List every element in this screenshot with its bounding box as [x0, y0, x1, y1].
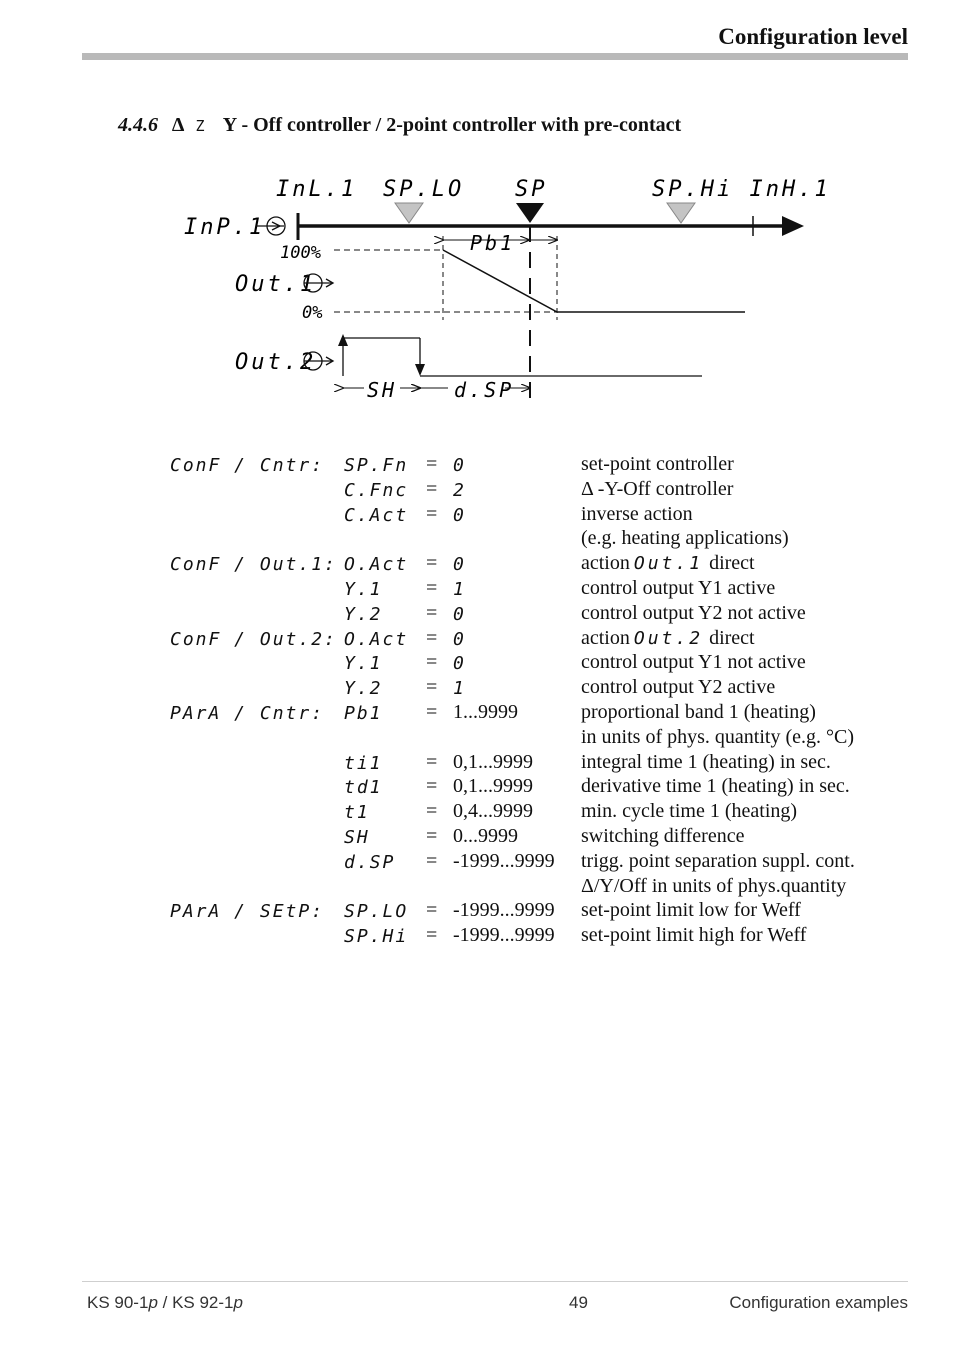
footer-right: Configuration examples	[729, 1293, 908, 1312]
config-value: 1...9999	[453, 701, 518, 723]
config-equals: =	[426, 453, 438, 475]
config-param: C.Act	[344, 504, 409, 526]
config-equals: =	[426, 477, 438, 500]
config-param: ti1	[344, 752, 383, 774]
config-equals: =	[426, 626, 438, 649]
config-value: 1	[453, 678, 464, 700]
config-group-label: ConF / Out.1:	[170, 554, 337, 576]
label-out2: Out.2	[235, 350, 317, 375]
config-param: O.Act	[344, 628, 409, 650]
config-param: SP.LO	[344, 901, 409, 923]
config-value: 0,1...9999	[453, 750, 533, 773]
controller-diagram	[0, 0, 954, 420]
label-inl1: InL.1	[276, 177, 358, 202]
config-value: -1999...9999	[453, 924, 555, 947]
config-description: integral time 1 (heating) in sec.	[581, 750, 831, 773]
config-param: Y.2	[344, 678, 383, 700]
config-equals: =	[426, 924, 438, 947]
config-value: -1999...9999	[453, 899, 555, 922]
config-description: control output Y1 not active	[581, 651, 806, 674]
footer-p2: p	[233, 1293, 243, 1312]
config-value: 0	[453, 554, 464, 576]
config-value: 0	[453, 504, 464, 526]
desc-suffix: direct	[709, 552, 755, 575]
config-description: control output Y1 active	[581, 577, 776, 599]
header-title: Configuration level	[718, 24, 908, 49]
config-value: 2	[453, 479, 464, 501]
config-param: d.SP	[344, 851, 396, 873]
config-equals: =	[426, 800, 438, 823]
desc-prefix: action	[581, 552, 630, 575]
footer-rule	[82, 1281, 908, 1282]
desc-output-code: Out.2	[633, 627, 704, 649]
config-description: set-point limit low for Weff	[581, 899, 801, 922]
section-title: Y - Off controller / 2-point controller with pre-contact	[222, 114, 682, 136]
config-equals: =	[426, 502, 438, 525]
label-sphi-inh1: SP.Hi InH.1	[652, 177, 831, 202]
config-value: 0,4...9999	[453, 800, 533, 823]
config-description: control output Y2 not active	[581, 601, 806, 624]
config-equals: =	[426, 577, 438, 599]
config-equals: =	[426, 899, 438, 922]
config-param: O.Act	[344, 554, 409, 576]
sphi-marker	[667, 203, 695, 223]
config-equals: =	[426, 601, 438, 624]
splo-marker	[395, 203, 423, 223]
config-param: SH	[344, 827, 370, 848]
config-description: (e.g. heating applications)	[581, 527, 789, 550]
config-param: C.Fnc	[344, 479, 409, 501]
config-group-label: ConF / Cntr:	[170, 455, 325, 476]
config-description: Δ/Y/Off in units of phys.quantity	[581, 874, 847, 897]
config-value: 1	[453, 579, 464, 600]
label-out1: Out.1	[235, 272, 317, 297]
config-description	[581, 626, 755, 652]
config-equals: =	[426, 750, 438, 773]
out2-on	[343, 338, 420, 376]
label-dsp: d.SP	[454, 378, 515, 402]
config-param: SP.Fn	[344, 455, 409, 476]
label-0pct: 0%	[302, 303, 323, 323]
config-value: 0,1...9999	[453, 775, 533, 798]
footer-model1: KS 90-1	[87, 1293, 149, 1312]
config-value: 0	[453, 603, 464, 625]
config-description	[581, 551, 755, 577]
config-equals: =	[426, 651, 438, 674]
config-value: 0	[453, 653, 464, 675]
config-param: SP.Hi	[344, 926, 409, 948]
config-equals: =	[426, 849, 438, 872]
config-value: -1999...9999	[453, 849, 555, 872]
label-inp1: InP.1	[184, 215, 266, 240]
delta-symbol: Δ	[171, 114, 185, 136]
page-number: 49	[569, 1293, 588, 1312]
config-equals: =	[426, 775, 438, 798]
label-splo-top: SP.LO	[383, 177, 465, 202]
config-description: set-point limit high for Weff	[581, 924, 807, 947]
desc-suffix: direct	[709, 626, 755, 649]
footer-model2: / KS 92-1	[157, 1293, 234, 1312]
config-param: td1	[344, 777, 383, 799]
config-equals: =	[426, 552, 438, 575]
config-description: switching difference	[581, 825, 745, 847]
config-group-label: ConF / Out.2:	[170, 628, 337, 650]
out1-curve	[443, 250, 745, 312]
config-group-label: PArA / SEtP:	[170, 901, 325, 923]
config-description: control output Y2 active	[581, 676, 776, 699]
config-param: Y.1	[344, 653, 383, 675]
config-value: 0	[453, 455, 464, 476]
config-description: in units of phys. quantity (e.g. °C)	[581, 725, 854, 748]
label-100pct: 100%	[280, 243, 321, 263]
desc-prefix: action	[581, 626, 630, 649]
input-axis-arrow	[782, 216, 804, 236]
config-value: 0...9999	[453, 825, 518, 847]
config-equals: =	[426, 701, 438, 723]
config-description: Δ -Y-Off controller	[581, 477, 734, 500]
out2-down-arrow	[415, 364, 425, 376]
config-value: 0	[453, 628, 464, 650]
config-description: derivative time 1 (heating) in sec.	[581, 775, 850, 798]
desc-output-code: Out.1	[633, 553, 704, 575]
config-description: min. cycle time 1 (heating)	[581, 800, 798, 823]
out2-up-arrow	[338, 334, 348, 346]
label-pb1: Pb1	[470, 231, 516, 255]
section-number: 4.4.6	[118, 114, 158, 136]
label-sh: SH	[367, 378, 398, 402]
footer-left	[87, 1293, 243, 1313]
config-param: Y.2	[344, 603, 383, 625]
config-param: Y.1	[344, 579, 383, 600]
config-description: trigg. point separation suppl. cont.	[581, 849, 855, 872]
star-symbol: Z	[195, 117, 205, 135]
sp-marker	[516, 203, 544, 223]
config-equals: =	[426, 825, 438, 847]
config-param: Pb1	[344, 703, 383, 724]
label-sp-top: SP	[515, 177, 548, 202]
config-group-label: PArA / Cntr:	[170, 703, 325, 724]
config-description: set-point controller	[581, 453, 734, 475]
config-equals: =	[426, 676, 438, 699]
config-description: inverse action	[581, 502, 693, 525]
footer-p1: p	[148, 1293, 158, 1312]
config-description: proportional band 1 (heating)	[581, 701, 816, 723]
config-param: t1	[344, 802, 370, 824]
